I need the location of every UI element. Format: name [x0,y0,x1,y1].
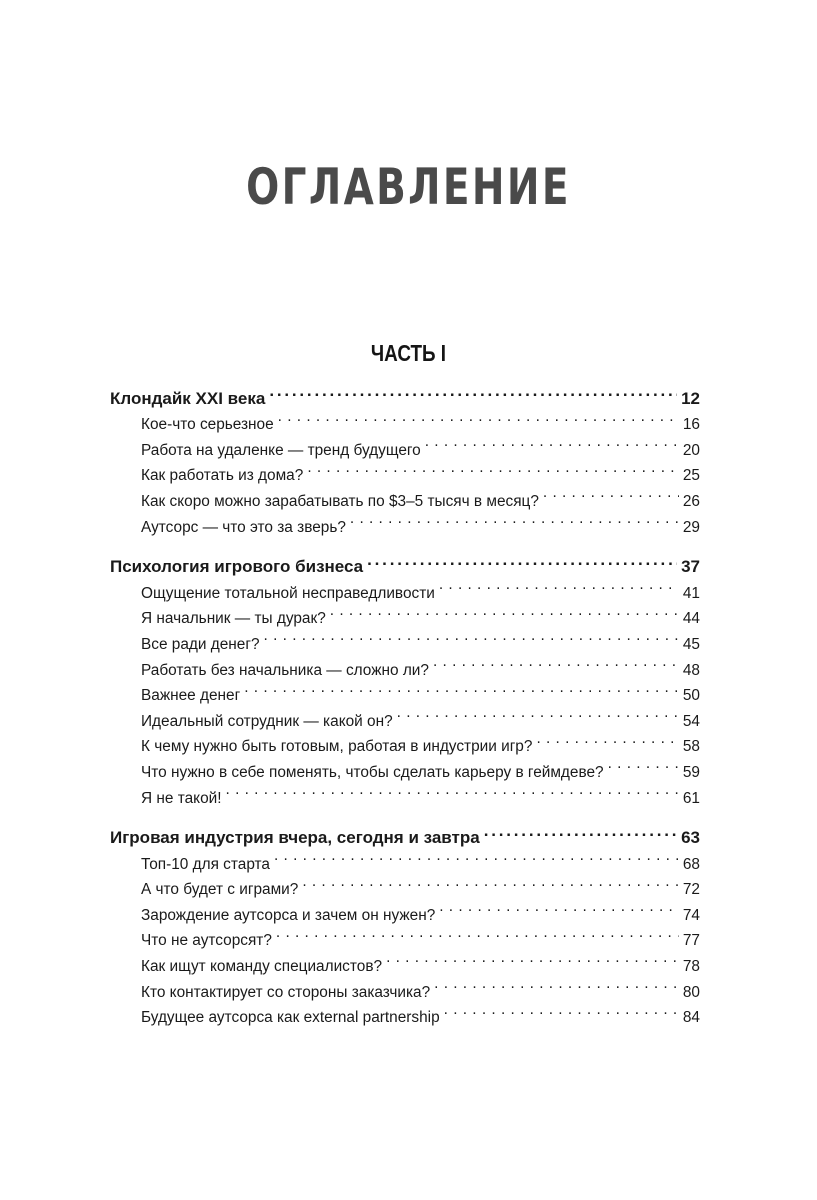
section-page-number: 78 [682,958,700,976]
section-title: Идеальный сотрудник — какой он? [141,712,393,730]
page-title: ОГЛАВЛЕНИЕ [246,158,571,216]
chapter-row[interactable] [110,547,700,577]
section-page-number: 68 [682,855,700,873]
section-page-number: 16 [682,416,700,434]
dot-leader [439,894,679,920]
section-title: Кто контактирует со стороны заказчика? [141,983,431,1001]
dot-leader [386,945,679,971]
section-page-number: 58 [682,738,700,756]
section-title: Как работать из дома? [141,467,304,485]
section-page-number: 74 [682,906,700,924]
section-page-number: 29 [682,518,700,536]
chapter-page-number: 37 [681,557,700,577]
chapter-title: Игровая индустрия вчера, сегодня и завтра [110,828,480,848]
section-title: Как скоро можно зарабатывать по $3–5 тысяч в месяц? [141,492,539,510]
dot-leader [536,726,678,752]
dot-leader [433,649,679,675]
section-title: Кое-что серьезное [141,416,274,434]
dot-leader [444,997,679,1023]
section-page-number: 41 [682,584,700,602]
section-title: Все ради денег? [141,635,260,653]
section-title: Как ищут команду специалистов? [141,958,383,976]
section-title: Аутсорс — что это за зверь? [141,518,346,536]
section-page-number: 44 [682,610,700,628]
chapter-title: Психология игрового бизнеса [110,557,364,577]
section-title: Будущее аутсорса как external partnership [141,1009,440,1027]
section-page-number: 72 [682,881,700,899]
section-title: Что не аутсорсят? [141,932,272,950]
section-title: Что нужно в себе поменять, чтобы сделать карьеру в геймдеве? [141,763,604,781]
dot-leader [543,480,679,506]
section-page-number: 25 [682,467,700,485]
dot-leader [244,675,679,701]
section-title: А что будет с играми? [141,881,299,899]
dot-leader [439,572,679,598]
dot-leader [276,920,679,946]
part-title: ЧАСТЬ I [370,340,447,366]
dot-leader [302,869,679,895]
section-title: Ощущение тотальной несправедливости [141,584,435,602]
chapter-page-number: 12 [681,388,700,408]
dot-leader [226,777,679,803]
section-title: Работать без начальника — сложно ли? [141,661,429,679]
chapter-3 [110,818,700,1027]
section-page-number: 26 [682,492,700,510]
chapter-row[interactable] [110,818,700,848]
dot-leader [608,751,679,777]
section-page-number: 20 [682,441,700,459]
section-page-number: 48 [682,661,700,679]
dot-leader [397,700,679,726]
section-title: Я не такой! [141,789,222,807]
section-page-number: 84 [682,1009,700,1027]
table-of-contents [110,378,700,1037]
section-page-number: 80 [682,983,700,1001]
section-title: Работа на удаленке — тренд будущего [141,441,421,459]
chapter-title: Клондайк XXI века [110,388,266,408]
section-title: Зарождение аутсорса и зачем он нужен? [141,906,436,924]
section-title: К чему нужно быть готовым, работая в индустрии игр? [141,738,533,756]
dot-leader [484,818,677,844]
dot-leader [350,506,679,532]
section-page-number: 50 [682,687,700,705]
section-title: Топ-10 для старта [141,855,270,873]
chapter-2 [110,547,700,807]
section-page-number: 54 [682,712,700,730]
section-page-number: 61 [682,789,700,807]
chapter-row[interactable] [110,378,700,408]
chapter-1 [110,378,700,536]
dot-leader [425,429,679,455]
section-page-number: 59 [682,763,700,781]
section-title: Важнее денег [141,687,241,705]
dot-leader [434,971,679,997]
dot-leader [274,843,679,869]
dot-leader [367,547,677,573]
dot-leader [278,404,679,430]
section-title: Я начальник — ты дурак? [141,610,326,628]
dot-leader [269,378,677,404]
section-page-number: 77 [682,932,700,950]
dot-leader [307,455,679,481]
section-page-number: 45 [682,635,700,653]
chapter-page-number: 63 [681,828,700,848]
dot-leader [330,598,679,624]
dot-leader [264,623,679,649]
